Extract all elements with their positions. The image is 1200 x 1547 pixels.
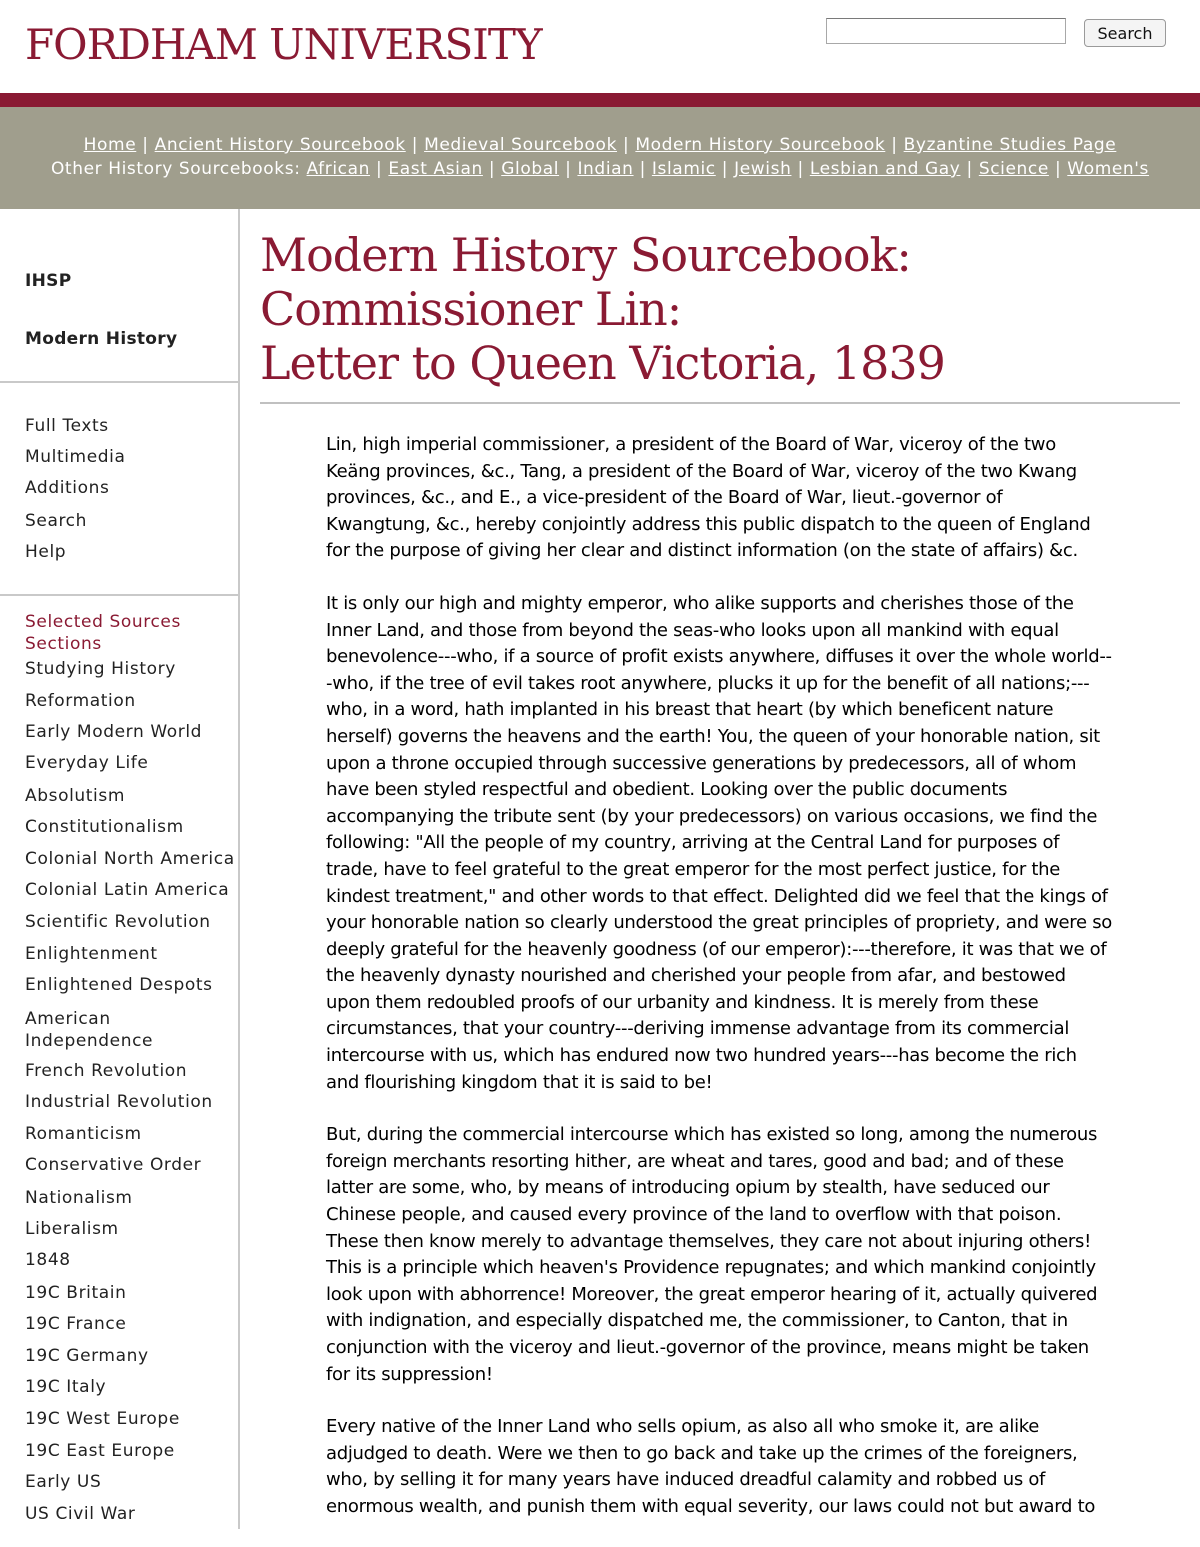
nav-link-islamic[interactable]: Islamic	[651, 159, 716, 179]
nav-link-medieval[interactable]: Medieval Sourcebook	[424, 135, 618, 155]
sidebar-section-item[interactable]: 19C East Europe	[25, 1441, 175, 1461]
sidebar-section-item[interactable]: Studying History	[25, 659, 176, 679]
nav-separator: |	[966, 159, 973, 179]
nav-row-main	[0, 135, 1200, 155]
sidebar-section-item[interactable]: Absolutism	[25, 786, 125, 806]
page-title-line: Letter to Queen Victoria, 1839	[260, 336, 945, 390]
sidebar-item-search[interactable]: Search	[25, 511, 88, 531]
sidebar-section-item[interactable]: Enlightenment	[25, 944, 158, 964]
article-paragraph: Lin, high imperial commissioner, a president of the Board of War, viceroy of the two Keäng provinces, &c., Tang, a president of the Board of War, viceroy of the two Kwang provinces, &c., and E., a vice-president of the Board of War, lieut.-governor of Kwangtung, &c., hereby conjointly address this public dispatch to the queen of England for the purpose of giving her clear and distinct information (on the state of affairs) &c.	[326, 434, 1091, 562]
nav-separator: |	[1054, 159, 1062, 179]
nav-link-lesbian-gay[interactable]: Lesbian and Gay	[809, 159, 961, 179]
article-paragraph: It is only our high and mighty emperor, who alike supports and cherishes those of the Inner Land, and those from beyond the seas-who looks upon all mankind with equal benevolence---who, if a source of profit exists anywhere, diffuses it over the whole world---who, if the tree of evil takes root anywhere, plucks it up for the benefit of all nations;---who, in a word, hath implanted in his breast that heart (by which beneficent nature herself) governs the heavens and the earth! You, the queen of your honorable nation, sit upon a throne occupied through successive generations by predecessors, all of whom have been styled respectful and obedient. Looking over the public documents accompanying the tribute sent (by your predecessors) on various occasions, we find the following: "All the people of my country, arriving at the Central Land for purposes of trade, have to feel grateful to the great emperor for the most perfect justice, for the kindest treatment," and other words to that effect. Delighted did we feel that the kings of your honorable nation so clearly understood the great principles of propriety, and were so deeply grateful for the heavenly goodness (of our emperor):---therefore, it was that we of the heavenly dynasty nourished and cherished your people from afar, and bestowed upon them redoubled proofs of our urbanity and kindness. It is merely from these circumstances, that your country---deriving immense advantage from its commercial intercourse with us, which has endured now two hundred years---has become the rich and flourishing kingdom that it is said to be!	[326, 592, 1112, 1093]
article-paragraph: Every native of the Inner Land who sells opium, as also all who smoke it, are alike adjudged to death. Were we then to go back and take up the crimes of the foreigners, who, by selling it for many years have induced dreadful calamity and robbed us of enormous wealth, and punish them with equal severity, our laws could not but award to	[326, 1416, 1096, 1517]
nav-separator: |	[639, 159, 646, 179]
nav-separator: |	[411, 135, 419, 155]
site-header	[0, 0, 1200, 93]
sidebar-divider	[0, 594, 238, 596]
sidebar-section-item[interactable]: Scientific Revolution	[25, 912, 211, 932]
nav-separator: |	[623, 135, 630, 155]
nav-link-east-asian[interactable]: East Asian	[388, 159, 483, 179]
nav-separator: |	[891, 135, 898, 155]
sidebar-section-item[interactable]: Early US	[25, 1472, 102, 1492]
search-input[interactable]	[826, 18, 1066, 44]
nav-link-ancient[interactable]: Ancient History Sourcebook	[154, 135, 406, 155]
top-navigation	[0, 107, 1200, 209]
sidebar-section-item[interactable]: Colonial North America	[25, 849, 235, 869]
nav-link-global[interactable]: Global	[501, 159, 560, 179]
sidebar-section-item[interactable]: Conservative Order	[25, 1155, 202, 1175]
sidebar-section-item[interactable]: 19C Germany	[25, 1346, 149, 1366]
article-paragraph: But, during the commercial intercourse which has existed so long, among the numerous foreign merchants resorting hither, are wheat and tares, good and bad; and of these latter are some, who, by means of introducing opium by stealth, have seduced our Chinese people, and caused every province of the land to overflow with that poison. These then know merely to advantage themselves, they care not about injuring others! This is a principle which heaven's Providence repugnates; and which mankind conjointly look upon with abhorrence! Moreover, the great emperor hearing of it, actually quivered with indignation, and especially dispatched me, the commissioner, to Canton, that in conjunction with the viceroy and lieut.-governor of the province, means might be taken for its suppression!	[326, 1124, 1098, 1385]
sidebar-section-item[interactable]: Reformation	[25, 691, 136, 711]
sidebar-divider	[0, 381, 238, 383]
sidebar-item-ihsp[interactable]: IHSP	[25, 271, 72, 291]
sidebar-item-modern-history[interactable]: Modern History	[25, 329, 178, 349]
sidebar-section-item[interactable]: Constitutionalism	[25, 817, 184, 837]
page-title-line: Modern History Sourcebook:	[260, 228, 911, 282]
article-body	[326, 432, 1112, 1547]
sidebar-section-item[interactable]: 1848	[25, 1250, 71, 1270]
page-title-line: Commissioner Lin:	[260, 282, 682, 336]
nav-link-womens[interactable]: Women's	[1067, 159, 1150, 179]
brand-bar	[0, 93, 1200, 107]
nav-separator: |	[142, 135, 149, 155]
sidebar-section-item[interactable]: American Independence	[25, 1009, 154, 1051]
sidebar-section-item[interactable]: 19C Britain	[25, 1283, 127, 1303]
sidebar-item-additions[interactable]: Additions	[25, 478, 110, 498]
sidebar-section-item[interactable]: Early Modern World	[25, 722, 203, 742]
nav-row-other	[0, 159, 1200, 179]
sidebar-item-multimedia[interactable]: Multimedia	[25, 447, 126, 467]
sidebar-section-item[interactable]: US Civil War	[25, 1504, 136, 1524]
sidebar-section-item[interactable]: Liberalism	[25, 1219, 119, 1239]
nav-other-label: Other History Sourcebooks:	[50, 159, 301, 179]
nav-link-jewish[interactable]: Jewish	[734, 159, 792, 179]
nav-link-byzantine[interactable]: Byzantine Studies Page	[903, 135, 1117, 155]
nav-separator: |	[488, 159, 496, 179]
nav-separator: |	[565, 159, 572, 179]
sidebar-item-help[interactable]: Help	[25, 542, 67, 562]
nav-link-home[interactable]: Home	[83, 135, 137, 155]
sidebar-section-item[interactable]: Everyday Life	[25, 753, 149, 773]
sidebar-section-item[interactable]: Enlightened Despots	[25, 975, 213, 995]
sidebar-section-item[interactable]: 19C West Europe	[25, 1409, 180, 1429]
sidebar-section-item[interactable]: Industrial Revolution	[25, 1092, 213, 1112]
sidebar-item-full-texts[interactable]: Full Texts	[25, 416, 109, 436]
sidebar-section-item[interactable]: 19C France	[25, 1314, 127, 1334]
sidebar-section-item[interactable]: Nationalism	[25, 1188, 133, 1208]
sidebar	[0, 209, 240, 1529]
nav-link-modern[interactable]: Modern History Sourcebook	[635, 135, 886, 155]
search-button[interactable]: Search	[1084, 19, 1166, 47]
nav-link-african[interactable]: African	[306, 159, 371, 179]
sidebar-section-item[interactable]: Romanticism	[25, 1124, 142, 1144]
nav-separator: |	[376, 159, 383, 179]
nav-separator: |	[797, 159, 804, 179]
sidebar-section-item[interactable]: Colonial Latin America	[25, 880, 230, 900]
nav-link-indian[interactable]: Indian	[577, 159, 634, 179]
page-title	[260, 228, 1180, 390]
nav-separator: |	[721, 159, 729, 179]
sidebar-section-item[interactable]: French Revolution	[25, 1061, 188, 1081]
title-divider	[260, 402, 1180, 404]
sidebar-section-item[interactable]: 19C Italy	[25, 1377, 107, 1397]
sidebar-sections-heading: Selected Sources Sections	[25, 612, 181, 654]
nav-link-science[interactable]: Science	[978, 159, 1049, 179]
university-logo[interactable]: FORDHAM UNIVERSITY	[25, 20, 542, 69]
